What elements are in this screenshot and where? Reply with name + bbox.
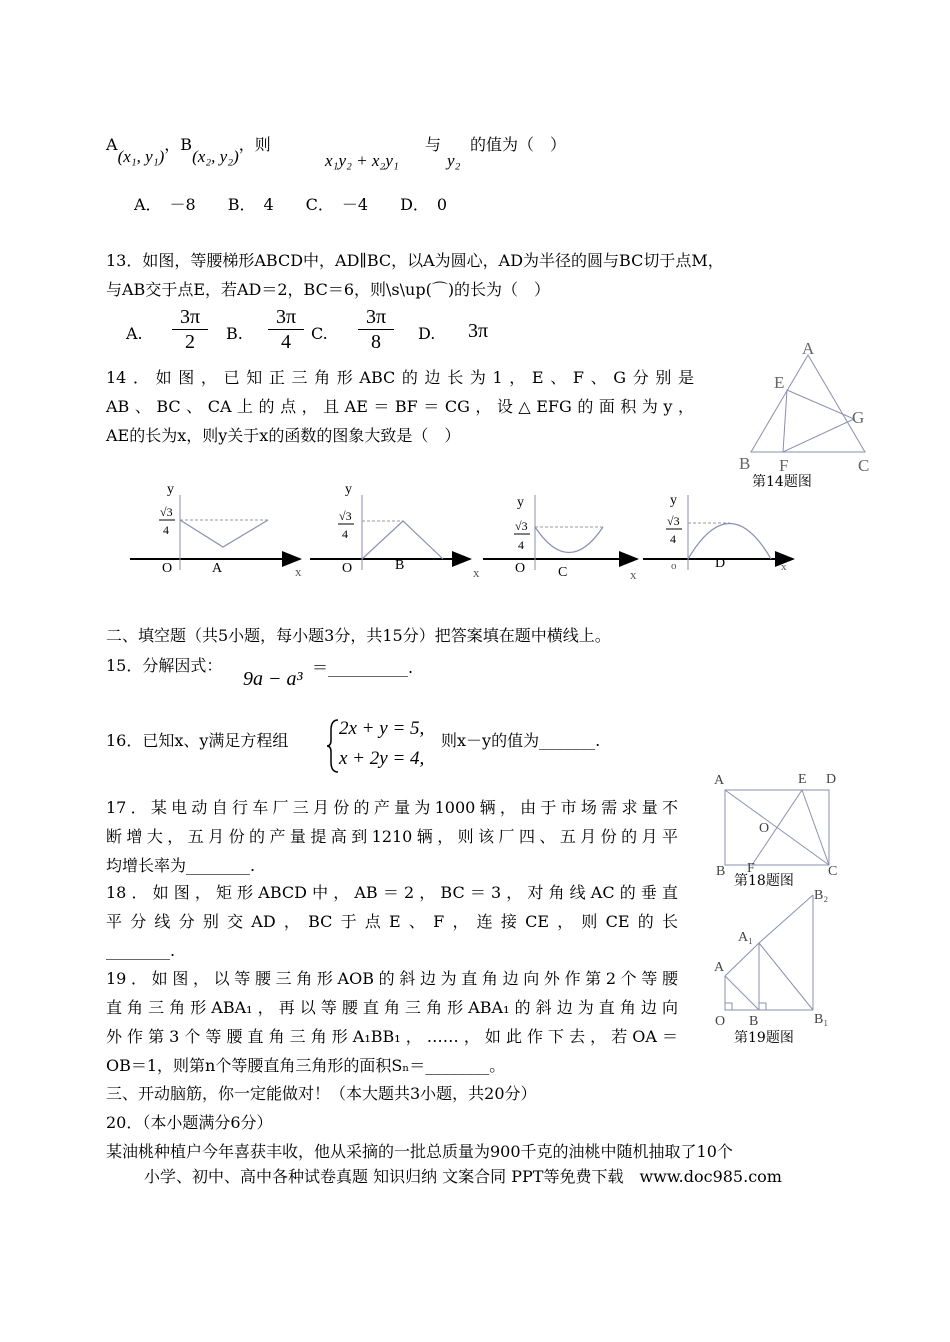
q16-text: 16．已知x、y满足方程组	[106, 731, 289, 750]
frac-denominator: 2	[172, 329, 208, 354]
label-b2: B₂	[814, 888, 829, 903]
line-ce	[802, 790, 829, 865]
q19-triangles-figure	[710, 883, 840, 1029]
q18-line2: 平分线分别交AD，BC于点E、F，连接CE，则CE的长	[106, 912, 678, 931]
label-g: G	[852, 408, 865, 427]
frac-numerator: 3π	[365, 306, 387, 328]
q18-fig-caption: 第18题图	[734, 873, 794, 889]
origin-label: o	[671, 560, 677, 572]
q17-line2: 断增大，五月份的产量提高到1210辆，则该厂四、五月份的月平	[106, 827, 678, 846]
axis-x-label: x	[781, 561, 787, 573]
q19-line3: 外作第3个等腰直角三角形A₁BB₁，……，如此作下去，若OA＝	[106, 1027, 678, 1046]
label-e: E	[798, 772, 807, 787]
page-footer: 小学、初中、高中各种试卷真题 知识归纳 文案合同 PPT等免费下载 www.doc985.com	[144, 1167, 782, 1186]
q12-point-b: (x₂, y₂)	[192, 147, 239, 166]
q19-line1: 19．如图，以等腰三角形AOB的斜边为直角边向外作第2个等腰	[106, 969, 678, 988]
q13-line2: 与AB交于点E，若AD＝2，BC＝6，则\s\up(⌒)的长为（ ）	[106, 280, 551, 299]
section2-heading: 二、填空题（共5小题，每小题3分，共15分）把答案填在题中横线上。	[106, 626, 611, 645]
label-c: C	[858, 456, 870, 475]
frac-numerator: 3π	[275, 306, 297, 328]
graph-c	[483, 495, 637, 582]
label-a: A	[714, 960, 725, 975]
origin-label: O	[162, 561, 173, 576]
axis-frac-num: √3	[160, 505, 173, 519]
triangle-efg	[783, 390, 854, 452]
frac-numerator: 3π	[179, 306, 201, 328]
label-a: A	[802, 339, 815, 358]
frac-denominator: 8	[358, 329, 394, 354]
label-a: A	[714, 773, 725, 788]
q15-text: 15．分解因式：	[106, 656, 223, 675]
graph-d	[643, 493, 793, 573]
q15-expression: 9a − a³	[243, 668, 303, 690]
axis-y-label: y	[345, 482, 352, 497]
q15-blank: ＝__________.	[312, 658, 414, 677]
q12-text-and: 与	[425, 135, 442, 154]
q20-title: 20．（本小题满分6分）	[106, 1113, 273, 1132]
label-c: C	[828, 864, 838, 879]
q12-text-then: ，则	[238, 135, 271, 154]
q13-option-a-label: A.	[126, 324, 143, 343]
q13-option-d-value: 3π	[468, 320, 489, 342]
q16-equation-1: 2x + y = 5,	[339, 718, 425, 739]
q12-point-a: (x₁, y₁)	[117, 147, 165, 166]
q19-fig-caption: 第19题图	[734, 1030, 794, 1046]
q16-brace	[326, 718, 340, 774]
q12-options: A． －8 B． 4 C． －4 D． 0	[134, 195, 448, 214]
frac-denominator: 4	[268, 329, 304, 354]
section3-heading: 三、开动脑筋，你一定能做对！（本大题共3小题，共20分）	[106, 1084, 537, 1103]
q14-answer-graphs	[125, 478, 805, 588]
q18-line3: ________.	[106, 941, 176, 960]
graph-a	[130, 482, 302, 579]
q13-option-d-label: D.	[418, 324, 436, 343]
axis-x-label: x	[295, 564, 302, 579]
label-f: F	[747, 861, 755, 876]
q12-y2: y₂	[447, 151, 461, 170]
graph-label-d: D	[715, 556, 726, 571]
label-b1: B₁	[814, 1012, 829, 1027]
q13-line1: 13．如图，等腰梯形ABCD中，AD∥BC，以A为圆心，AD为半径的圆与BC切于点M，	[106, 251, 724, 270]
label-d: D	[826, 772, 837, 787]
label-b: B	[749, 1014, 759, 1029]
q13-option-c-fraction	[358, 305, 394, 354]
axis-x-label: x	[473, 565, 480, 580]
axis-y-label: y	[670, 493, 677, 508]
q14-line2: AB、BC、CA上的点，且AE＝BF＝CG，设△EFG的面积为y，	[106, 397, 694, 416]
q14-fig-caption: 第14题图	[752, 474, 812, 490]
axis-y-label: y	[517, 495, 524, 510]
q12-line	[106, 134, 271, 166]
axis-frac-den: 4	[163, 523, 169, 537]
q19-line4: OB＝1，则第n个等腰直角三角形的面积Sₙ＝________。	[106, 1056, 506, 1075]
q12-expression: x₁y₂ + x₂y₁	[325, 151, 399, 170]
q12-question: 的值为（ ）	[470, 135, 567, 154]
q14-line3: AE的长为x，则y关于x的函数的图象大致是（ ）	[106, 426, 461, 445]
graph-b	[310, 482, 480, 580]
q14-line1: 14．如图，已知正三角形ABC的边长为1，E、F、G分别是	[106, 368, 694, 387]
q12-text-b: ，B	[164, 135, 193, 154]
q17-line3: 均增长率为________.	[106, 856, 256, 875]
q16-tail: 则x－y的值为_______.	[441, 731, 601, 750]
graph-label-b: B	[395, 558, 405, 573]
label-f: F	[779, 456, 789, 475]
q12-text-a: A	[106, 135, 118, 154]
q18-rectangle-figure	[712, 768, 852, 878]
axis-frac-den: 4	[518, 538, 524, 552]
origin-label: O	[515, 561, 526, 576]
q13-option-c-label: C.	[311, 324, 328, 343]
q13-option-b-label: B.	[226, 324, 243, 343]
triangle-abc	[751, 355, 865, 452]
label-b: B	[716, 864, 726, 879]
q17-line1: 17．某电动自行车厂三月份的产量为1000辆，由于市场需求量不	[106, 798, 678, 817]
q19-line2: 直角三角形ABA₁，再以等腰直角三角形ABA₁的斜边为直角边向	[106, 998, 678, 1017]
graph-label-c: C	[558, 565, 568, 580]
axis-x-label: x	[630, 567, 637, 582]
axis-frac-num: √3	[515, 519, 528, 533]
label-e: E	[774, 373, 785, 392]
q13-option-a-fraction	[172, 305, 208, 354]
q18-line1: 18．如图，矩形ABCD中，AB＝2，BC＝3，对角线AC的垂直	[106, 883, 678, 902]
label-a1: A₁	[738, 930, 753, 945]
axis-frac-num: √3	[339, 509, 352, 523]
axis-y-label: y	[167, 482, 174, 497]
q16-equation-2: x + 2y = 4,	[339, 748, 425, 769]
label-b: B	[739, 454, 751, 473]
label-o: O	[759, 821, 770, 836]
axis-frac-den: 4	[342, 527, 348, 541]
q20-line1: 某油桃种植户今年喜获丰收，他从采摘的一批总质量为900千克的油桃中随机抽取了10个	[106, 1142, 733, 1161]
graph-label-a: A	[212, 561, 223, 576]
axis-frac-num: √3	[667, 514, 680, 528]
label-o: O	[715, 1014, 726, 1029]
origin-label: O	[342, 561, 353, 576]
q13-option-b-fraction	[268, 305, 304, 354]
axis-frac-den: 4	[670, 532, 676, 546]
